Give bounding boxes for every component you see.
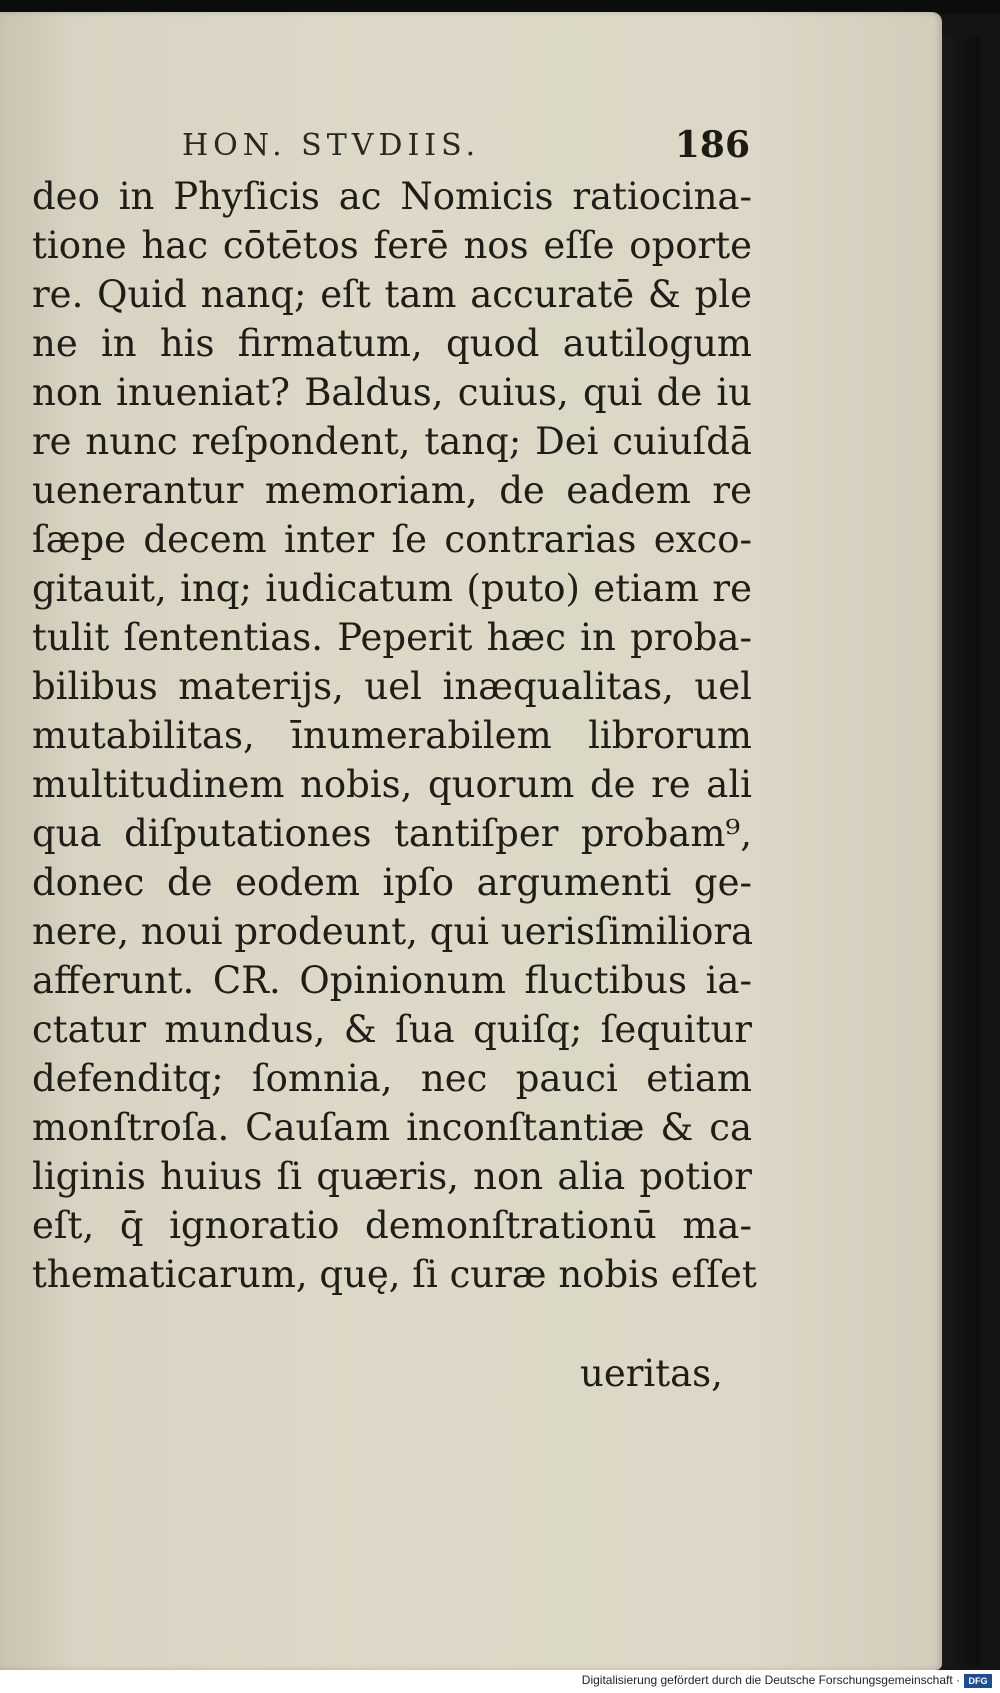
text-block: [32, 172, 757, 1299]
text-line: deo in Phyſicis ac Nomicis ratiocina-: [32, 175, 752, 218]
text-line: gitauit, inq; iudicatum (puto) etiam re: [32, 567, 752, 610]
text-line: nere, noui prodeunt, qui uerisſimiliora: [32, 910, 754, 953]
book-page: [0, 12, 942, 1670]
catchword: ueritas,: [580, 1352, 723, 1395]
running-title: HON. STVDIIS.: [182, 128, 481, 163]
text-line: qua diſputationes tantiſper probam⁹,: [32, 812, 752, 855]
text-line: liginis huius ſi quæris, non alia potior: [32, 1155, 752, 1198]
text-line: re nunc reſpondent, tanq; Dei cuiuſdā: [32, 420, 752, 463]
text-line: bilibus materijs, uel inæqualitas, uel: [32, 665, 752, 708]
running-head: [170, 124, 750, 168]
text-line: multitudinem nobis, quorum de re ali: [32, 763, 752, 806]
text-line: ſæpe decem inter ſe contrarias exco-: [32, 518, 752, 561]
dfg-logo-icon[interactable]: DFG: [964, 1674, 992, 1688]
text-line: mutabilitas, īnumerabilem librorum: [32, 714, 752, 757]
text-line: eſt, q̄ ignoratio demonſtrationū ma-: [32, 1204, 752, 1247]
book-fore-edge: [940, 36, 980, 1666]
text-line: donec de eodem ipſo argumenti ge-: [32, 861, 752, 904]
text-line: thematicarum, quę, ſi curæ nobis eſſet: [32, 1253, 757, 1296]
text-line: defenditq; ſomnia, nec pauci etiam: [32, 1057, 752, 1100]
page-number: 186: [674, 124, 750, 166]
text-line: ne in his firmatum, quod autilogum: [32, 322, 752, 365]
text-line: afferunt. CR. Opinionum fluctibus ia-: [32, 959, 752, 1002]
text-line: ctatur mundus, & ſua quiſq; ſequitur: [32, 1008, 752, 1051]
funding-credit: Digitalisierung gefördert durch die Deutsche Forschungsgemeinschaft ·: [581, 1673, 960, 1687]
text-line: re. Quid nanq; eſt tam accuratē & ple: [32, 273, 752, 316]
text-line: tione hac cōtētos ferē nos eſſe oporte: [32, 224, 752, 267]
text-line: uenerantur memoriam, de eadem re: [32, 469, 752, 512]
text-line: non inueniat? Baldus, cuius, qui de iu: [32, 371, 752, 414]
text-line: tulit ſententias. Peperit hæc in proba-: [32, 616, 752, 659]
footer-bar: [0, 1670, 1000, 1693]
text-line: monſtroſa. Cauſam inconſtantiæ & ca: [32, 1106, 752, 1149]
